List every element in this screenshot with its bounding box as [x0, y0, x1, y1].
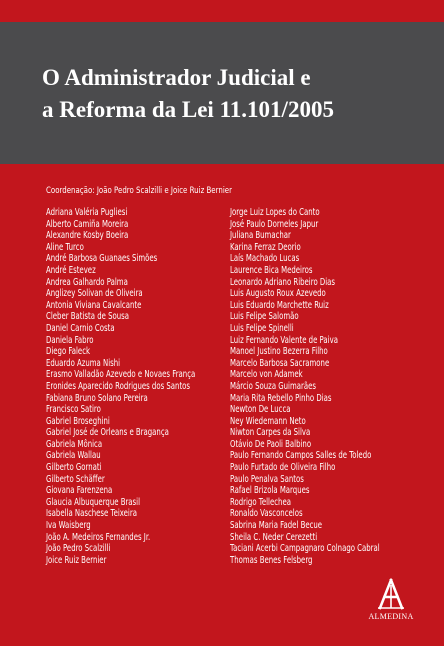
author-name: Alberto Camiña Moreira — [46, 218, 129, 230]
author-name: Diego Faleck — [46, 346, 91, 358]
author-name: Iva Waisberg — [46, 520, 91, 532]
author-name: João A. Medeiros Fernandes Jr. — [46, 531, 151, 543]
author-name: André Barbosa Guanaes Simões — [46, 253, 158, 265]
author-name: Sabrina Maria Fadel Becue — [230, 520, 323, 532]
author-name: Laurence Bica Medeiros — [230, 264, 313, 276]
author-name: Gabriela Mônica — [46, 438, 103, 450]
title-line-2: a Reforma da Lei 11.101/2005 — [42, 97, 334, 122]
author-name: Gabriela Wallau — [46, 450, 101, 462]
author-name: Otávio De Paoli Balbino — [230, 438, 312, 450]
author-name: Rodrigo Tellechea — [230, 496, 291, 508]
author-name: Antonia Viviana Cavalcante — [46, 299, 142, 311]
author-name: Giovana Farenzena — [46, 485, 113, 497]
author-name: Gabriel José de Orleans e Bragança — [46, 427, 169, 439]
author-name: Marcelo Barbosa Sacramone — [230, 357, 330, 369]
author-name: Newton De Lucca — [230, 404, 291, 416]
author-name: Luis Eduardo Marchette Ruiz — [230, 299, 329, 311]
author-name: José Paulo Dorneles Japur — [230, 218, 319, 230]
authors-list-right — [230, 207, 432, 566]
author-name: Eduardo Azuma Nishi — [46, 357, 121, 369]
author-name: Cleber Batista de Sousa — [46, 311, 130, 323]
author-name: Niwton Carpes da Silva — [230, 427, 311, 439]
author-name: Juliana Bumachar — [230, 230, 291, 242]
author-name: Ronaldo Vasconcelos — [230, 508, 303, 520]
author-name: Luis Felipe Spinelli — [230, 322, 294, 334]
author-name: Adriana Valéria Pugliesi — [46, 207, 128, 218]
author-name: Paulo Furtado de Oliveira Filho — [230, 462, 336, 474]
author-name: Daniela Fabro — [46, 334, 94, 346]
author-name: Daniel Carnio Costa — [46, 322, 115, 334]
author-name: Luis Felipe Salomão — [230, 311, 299, 323]
author-name: Leonardo Adriano Ribeiro Dias — [230, 276, 336, 288]
author-name: Erasmo Valladão Azevedo e Novaes França — [46, 369, 196, 381]
author-name: João Pedro Scalzilli — [46, 543, 111, 555]
author-name: Paulo Penalva Santos — [230, 473, 304, 485]
author-name: Luiz Fernando Valente de Paiva — [230, 334, 338, 346]
author-name: Ney Wiedemann Neto — [230, 415, 306, 427]
author-name: Alexandre Kosby Boeira — [46, 230, 129, 242]
coordination-credit: Coordenação: João Pedro Scalzilli e Joice Ruiz Bernier — [46, 186, 232, 196]
author-name: André Estevez — [46, 264, 96, 276]
author-name: Anglizey Solivan de Oliveira — [46, 288, 143, 300]
author-name: Sheila C. Neder Cerezetti — [230, 531, 318, 543]
author-name: Eronides Aparecido Rodrigues dos Santos — [46, 380, 191, 392]
almedina-a-logo-icon — [377, 578, 405, 610]
title-line-1: O Administrador Judicial e — [42, 65, 311, 90]
author-name: Gilberto Gornati — [46, 462, 102, 474]
author-name: Isabella Naschese Teixeira — [46, 508, 137, 520]
publisher-logo — [366, 578, 416, 626]
author-name: Fabiana Bruno Solano Pereira — [46, 392, 148, 404]
author-name: Glaucia Albuquerque Brasil — [46, 496, 141, 508]
author-name: Luis Augusto Roux Azevedo — [230, 288, 326, 300]
author-name: Gilberto Schäffer — [46, 473, 105, 485]
book-title — [42, 62, 432, 126]
author-name: Manoel Justino Bezerra Filho — [230, 346, 328, 358]
author-name: Márcio Souza Guimarães — [230, 380, 316, 392]
author-name: Gabriel Broseghini — [46, 415, 110, 427]
author-name: Maria Rita Rebello Pinho Dias — [230, 392, 332, 404]
author-name: Paulo Fernando Campos Salles de Toledo — [230, 450, 372, 462]
author-name: Laís Machado Lucas — [230, 253, 300, 265]
author-name: Andrea Galhardo Palma — [46, 276, 128, 288]
authors-list-left — [46, 207, 248, 566]
author-name: Karina Ferraz Deorio — [230, 241, 301, 253]
author-name: Jorge Luiz Lopes do Canto — [230, 207, 320, 218]
author-name: Marcelo von Adamek — [230, 369, 303, 381]
author-name: Aline Turco — [46, 241, 84, 253]
author-name: Joice Ruiz Bernier — [46, 554, 107, 566]
author-name: Rafael Brizola Marques — [230, 485, 310, 497]
author-name: Thomas Benes Felsberg — [230, 554, 313, 566]
author-name: Francisco Satiro — [46, 404, 101, 416]
publisher-name: ALMEDINA — [368, 612, 414, 621]
author-name: Taciani Acerbi Campagnaro Colnago Cabral — [230, 543, 380, 555]
